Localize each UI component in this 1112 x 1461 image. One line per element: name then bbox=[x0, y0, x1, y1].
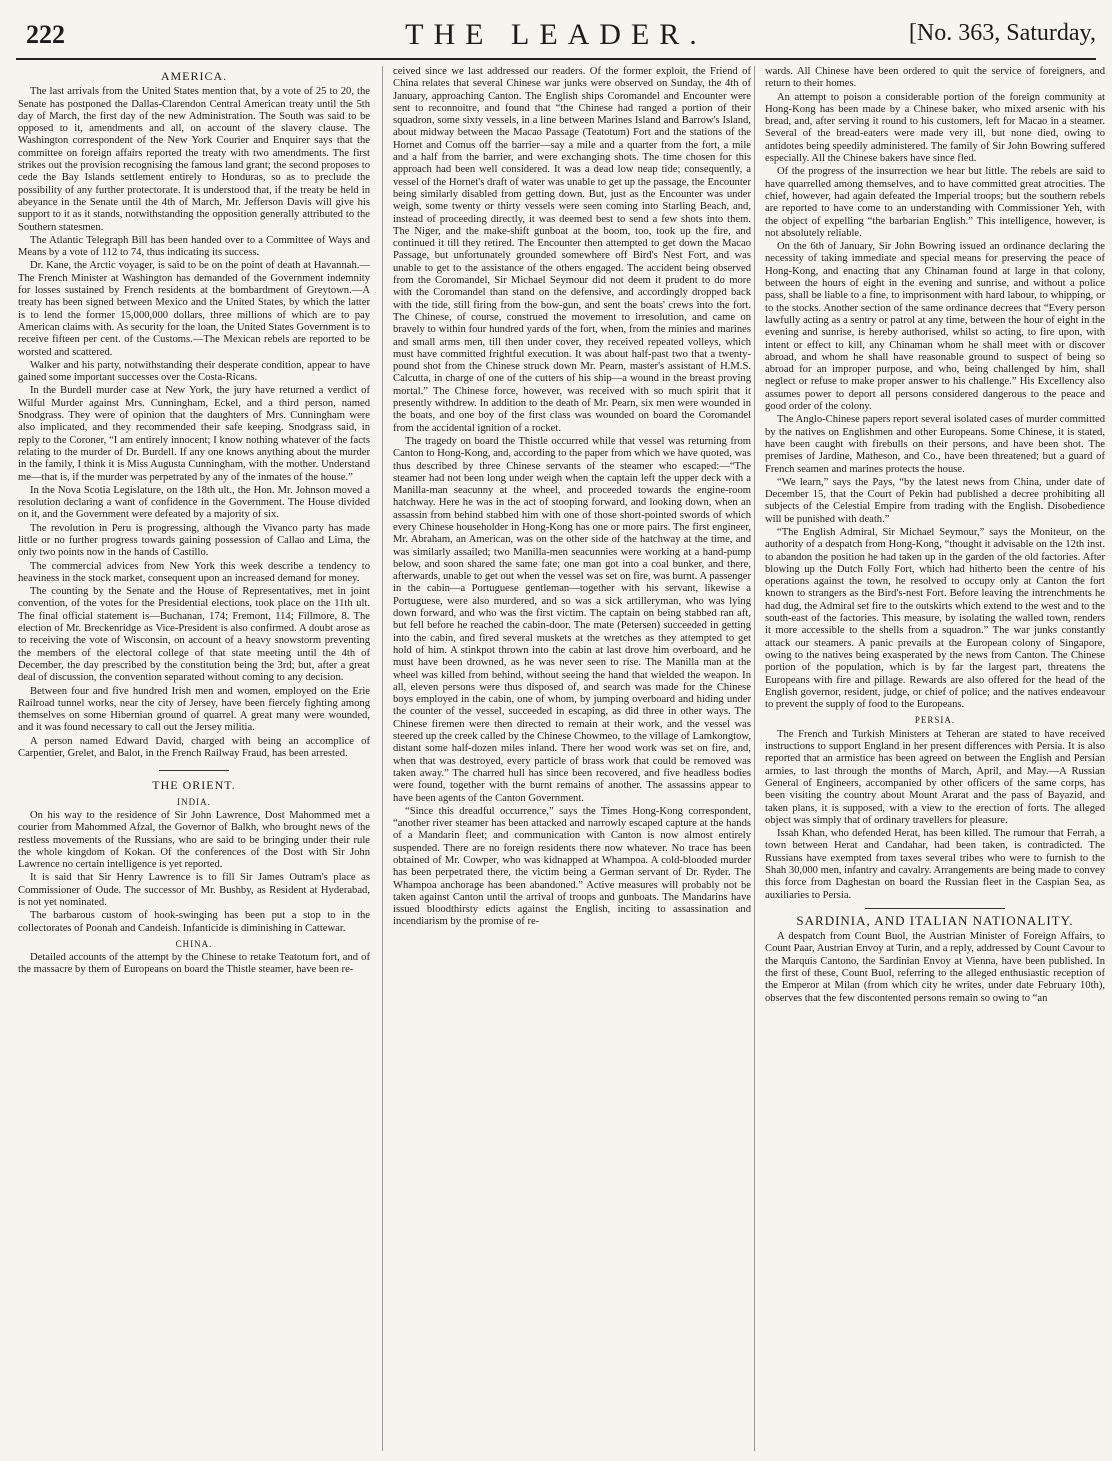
paragraph: “We learn,” says the Pays, “by the latest news from China, under date of December 15, that the Court of Pekin had published a decree prohibiting all subjects of the Celestial Empire from trading with the English. Disobedience will be punished with death.” bbox=[765, 476, 1105, 525]
page-number: 222 bbox=[26, 20, 65, 49]
paragraph: wards. All Chinese have been ordered to quit the service of foreigners, and return to their homes. bbox=[765, 66, 1105, 90]
paragraph: It is said that Sir Henry Lawrence is to fill Sir James Outram's place as Commissioner of Oude. The successor of Mr. Bushby, as Resident at Hyderabad, is not yet nominated. bbox=[18, 872, 370, 908]
issue-line: [No. 363, Saturday, bbox=[908, 20, 1096, 46]
paragraph: Detailed accounts of the attempt by the Chinese to retake Teatotum fort, and of the massacre by them of Europeans on board the Thistle steamer, have been re- bbox=[18, 952, 370, 976]
paragraph: The counting by the Senate and the House of Representatives, met in joint convention, of the votes for the Presidential elections, took place on the 11th ult. The final official statement is—Buchanan, 174; Fremont, 114; Fillmore, 8. The election of Mr. Breckenridge as Vice-President is also confirmed. A doubt arose as to receiving the vote of Wisconsin, on account of a heavy snowstorm preventing the members of the electoral college of that state meeting until the 4th of December, the day prescribed by the constitution being the 3rd; but, after a great deal of discussion, the convention separated without coming to any decision. bbox=[18, 586, 370, 684]
paragraph: The French and Turkish Ministers at Teheran are stated to have received instructions to support England in her present differences with Persia. It is also reported that an armistice has been agreed on between the English and Persian armies, to last through the months of March, April, and May.—A Russian General of Engineers, accompanied by other officers of the same corps, has been visiting the country about Mount Ararat and the pass of Bayazid, and taken plans, it is supposed, with a view to the erection of forts. The alleged object was simply that of ordinary travellers for pleasure. bbox=[765, 728, 1105, 826]
paragraph: On his way to the residence of Sir John Lawrence, Dost Mahommed met a courier from Mahommed Afzal, the Governor of Balkh, who brought news of the restless movements of the Russians, who are said to be bringing under their rule the whole kingdom of Kokan. Of the conferences of the Dost with Sir John Lawrence no certain intelligence is yet reported. bbox=[18, 809, 370, 871]
subsection-title-india: INDIA. bbox=[177, 796, 211, 807]
paragraph: The Atlantic Telegraph Bill has been handed over to a Committee of Ways and Means by a vote of 112 to 74, thus indicating its success. bbox=[18, 234, 370, 259]
column-2 bbox=[382, 66, 751, 1451]
paragraph: Between four and five hundred Irish men and women, employed on the Erie Railroad tunnel works, near the city of Jersey, have been fiercely fighting among themselves on some Hibernian ground of quarrel. A great many were wounded, and it was found necessary to call out the Jersey militia. bbox=[18, 685, 370, 734]
paragraph: In the Burdell murder case at New York, the jury have returned a verdict of Wilful Murder against Mrs. Cunningham, Eckel, and a third person, named Snodgrass. They were of opinion that the daughters of Mrs. Cunningham were also implicated, and they recommended their safe keeping. Snodgrass said, in reply to the Coroner, “I am entirely innocent; I know nothing whatever of the facts relating to the murder of Dr. Burdell. If any one knows anything about the murder in the family, I think it is Miss Augusta Cunningham, with the mother. Understand me—that is, if the murder was perpetrated by any of the inmates of the house.” bbox=[18, 385, 370, 483]
paragraph: The commercial advices from New York this week describe a tendency to heaviness in the stock market, consequent upon an increased demand for money. bbox=[18, 560, 370, 584]
paragraph: “The English Admiral, Sir Michael Seymour,” says the Moniteur, on the authority of a despatch from Hong-Kong, “thought it advisable on the 12th inst. to abandon the position he had taken up in the garden of the old factories. After blowing up the Dutch Folly Fort, which had hitherto been the centre of his operations against the town, he resolved to occupy only at Canton the fort known to strangers as the Bird's-nest Fort. Before leaving the intrenchments he had dug, the Admiral set fire to the outskirts which extend to the west and to the south-east of the factories. This measure, by isolating the walled town, renders it more accessible to the shells from a squadron.” The war junks constantly attack our steamers. A panic prevails at the European colony of Singapore, owing to the natives being exasperated by the news from Canton. The Chinese portion of the population, which is by far the largest part, threatens the Europeans with fire and pillage. Rewards are also offered for the head of the English governor, resident, judge, or chief of police; and the natives endeavour to prevent the supply of food to the Europeans. bbox=[765, 526, 1105, 711]
page-header bbox=[16, 18, 1096, 60]
column-1 bbox=[18, 66, 370, 1451]
divider bbox=[159, 770, 229, 771]
paragraph: In the Nova Scotia Legislature, on the 18th ult., the Hon. Mr. Johnson moved a resolution declaring a want of confidence in the Government. The House divided on it, and the Government were defeated by a majority of six. bbox=[18, 484, 370, 521]
paragraph: The Anglo-Chinese papers report several isolated cases of murder committed by the natives on Englishmen and other Europeans. Some Chinese, it is stated, have been caught with firebulls on their persons, and have been shot. The premises of Jardine, Matheson, and Co., have been threatened; but a guard of French seamen and marines protects the house. bbox=[765, 414, 1105, 475]
paragraph: ceived since we last addressed our readers. Of the former exploit, the Friend of China relates that several Chinese war junks were observed on Sunday, the 4th of January, approaching Canton. The English ships Coromandel and Encounter were sent to reconnoitre, and found that “the Chinese had ranged a portion of their squadron, some sixty vessels, in a line between Marines Island and Barrow's Island, about midway between the Macao Passage (Teatotum) Fort and the stations of the Hornet and Comus off the barrier—say a mile and a quarter from the fort, a mile and a half from the barrier, and were exchanging shots. The time chosen for this approach had been well considered. It was a dead low neap tide; consequently, a vessel of the Hornet's draft of water was unable to get up the passage, the Encounter being similarly disabled from getting down. But, just as the Encounter was under weigh, some twenty or thirty vessels were seen coming into Starling Beach, and, instead of proceeding directly, it was deemed best to send a few shots into them. The Niger, and the make-shift gunboat at the boom, too, took up the fire, and continued it till they retired. The Encounter then attempted to get down the Macao Passage, but unfortunately grounded somewhere off Bird's Nest Fort, and was unable to get to the assistance of the others engaged. The accident being observed from the Coromandel, Sir Michael Seymour did not deem it prudent to do more with the Coromandel than stand on the defensive, and accordingly dropped back with the tide, still firing from the bow-gun, and sent the boats' crews into the fort. The Chinese, of course, construed the movement to irresolution, and came on bravely to within four hundred yards of the fort, when, from the minies and marines and small arms men, till then under cover, they received repeated volleys, which must have committed frightful execution. It was about half-past two that a twenty-pound shot from the Chinese struck down Mr. Pearn, master's assistant of H.M.S. Calcutta, in charge of one of the cutters of his ship—a wound in the breast proving mortal.” The Chinese force, however, was received with so much spirit that it presently withdrew. In addition to the death of Mr. Pearn, six men were wounded in the boats, and one boy of the first class was wounded on board the Coromandel from the accidental ignition of a rocket. bbox=[393, 66, 751, 434]
paragraph: A person named Edward David, charged with being an accomplice of Carpentier, Grelet, and Balot, in the French Railway Fraud, has been arrested. bbox=[18, 735, 370, 760]
section-title-america: AMERICA. bbox=[160, 69, 228, 83]
subsection-title-persia: PERSIA. bbox=[914, 715, 956, 726]
paragraph: “Since this dreadful occurrence,” says the Times Hong-Kong correspondent, “another river steamer has been attacked and narrowly escaped capture at the hands of a Mandarin fleet; and communication with Canton is now almost entirely suspended. There are no foreign residents there now whatever. No trace has been obtained of Mr. Cowper, who was kidnapped at Whampoa. A cold-blooded murder has been perpetrated there, the victim being a German servant of Dr. Ryder. The Whampoa anchorage has been abandoned.” Active measures will probably not be taken against Canton until the arrival of troops and gunboats. The Mandarins have issued bloodthirsty edicts against the English, inciting to assassination and incendiarism by the promise of re- bbox=[393, 805, 751, 928]
paragraph: An attempt to poison a considerable portion of the foreign community at Hong-Kong has been made by a Chinese baker, who mixed arsenic with his bread, and, after serving it round to his customers, left for Macao in a steamer. Several of the bread-eaters were made very ill, but none died, owing to antidotes being speedily administered. The family of Sir John Bowring suffered especially. All the Chinese bakers have since fled. bbox=[765, 91, 1105, 165]
paragraph: The barbarous custom of hook-swinging has been put a stop to in the collectorates of Poonah and Candeish. Infanticide is diminishing in Cattewar. bbox=[18, 910, 370, 934]
paragraph: Dr. Kane, the Arctic voyager, is said to be on the point of death at Havannah.—The French Minister at Washington has demanded of the Government indemnity for losses sustained by French residents at the bombardment of Greytown.—A treaty has been signed between Mexico and the United States, by which the latter is to lend the former 15,000,000 dollars, three millions of which are to pay American claims with. As security for the loan, the United States Government is to receive fifteen per cent. of the Customs.—The Mexican rebels are reported to be worsted and scattered. bbox=[18, 260, 370, 358]
section-title-sardinia: SARDINIA, AND ITALIAN NATIONALITY. bbox=[796, 912, 1074, 928]
paragraph: Of the progress of the insurrection we hear but little. The rebels are said to have quarrelled among themselves, and to have committed great atrocities. The chief, however, had again defeated the Imperial troops; but the southern rebels are reported to have come to an understanding with Commissioner Yeh, with the object of expelling “the barbarian English.” This intelligence, however, is not absolutely reliable. bbox=[765, 166, 1105, 239]
paragraph: Walker and his party, notwithstanding their desperate condition, appear to have gained some important successes over the Costa-Ricans. bbox=[18, 359, 370, 384]
paragraph: The last arrivals from the United States mention that, by a vote of 25 to 20, the Senate has postponed the Dallas-Clarendon Central American treaty until the 5th day of March, the first day of the new Administration. The South was said to be opposed to it, amendments and all, on account of the slavery clause. The Washington correspondent of the New York Courier and Enquirer says that the committee on foreign affairs reported the treaty with two amendments. The first strikes out the provision recognising the famous land grant; the second proposes to cede the Bay Islands settlement entirely to Honduras, so as to preclude the possibility of any further protectorate. It is understood that, if the treaty be held in abeyance in the Senate until the 4th of March, Mr. Jefferson Davis will give his support to it as it stands, notwithstanding the opposition generally attributed to the Southern statesmen. bbox=[18, 86, 370, 233]
paragraph: Issah Khan, who defended Herat, has been killed. The rumour that Ferrah, a town between Herat and Candahar, had been taken, is contradicted. The Russians have exempted from taxes several tribes who were to furnish to the Shah 30,000 men, infantry and cavalry. Arrangements are being made to convey this force from Daghestan on board the Russian fleet in the Caspian Sea, as auxiliaries to Persia. bbox=[765, 828, 1105, 901]
divider bbox=[865, 908, 1005, 909]
paragraph: The tragedy on board the Thistle occurred while that vessel was returning from Canton to Hong-Kong, and, according to the paper from which we have quoted, was thus described by three Chinese servants of the steamer who escaped:—“The steamer had not been long under weigh when the captain left the upper deck with a Manilla-man seacunny at the wheel, and proceeded towards the engine-room hatchway. Here he was in the act of stooping forward, and looking down, when an assassin from behind stabbed him with one of those short-pointed swords of which every Chinese householder in Hong-Kong has one or more pairs. The first engineer, Mr. Abraham, an American, was on the other side of the hatchway at the time, and was similarly assailed; two Manilla-men seacunnies were working at a hand-pump below, and soon shared the same fate; one man got into a coal bunker, and there, afterwards, unable to get out when the vessel was set on fire, was burnt. A passenger in the cabin—a Portuguese gentleman—together with his servant, likewise a Portuguese, were also murdered, and so was a sick artilleryman, who was lying down forward, and who was the first victim. The captain on being stabbed ran aft, but fell before he reached the cabin-door. The mate (Petersen) succeeded in getting into the cabin, and fired several muskets at the wretches as they attempted to get hold of him. A stinkpot thrown into the cabin at last drove him overboard, and he must have been drowned, as he was never seen to rise. The Manilla man at the wheel was killed from behind, without seeing the hand that wielded the weapon. In all, eleven persons were thus disposed of, and search was made for the Chinese boys employed in the cabin, one of whom, by jumping overboard and hiding under the counter of the vessel, succeeded in escaping, as did three in other ways. The Chinese firemen were then directed to remain at their work, and the vessel was steered up the creek called by the Chinese Chowmeo, to the village of Lamkongtow, distant some half-dozen miles inland. There her wood work was set on fire, and, when that was destroyed, every particle of brass work that could be removed was taken away.” The charred hull has since been recovered, and five headless bodies were found, together with the burnt remains of another. The assassins appear to have been agents of the Canton Government. bbox=[393, 435, 751, 804]
column-3 bbox=[754, 66, 1105, 1451]
paragraph: A despatch from Count Buol, the Austrian Minister of Foreign Affairs, to Count Paar, Austrian Envoy at Turin, and a reply, addressed by Count Cavour to the Marquis Cantono, the Sardinian Envoy at Vienna, have been published. In the first of these, Count Buol, referring to the alleged enthusiastic reception of the Emperor at Milan (from which city he writes, under date February 10th), observes that the few discontented persons remain so owing to “an bbox=[765, 931, 1105, 1004]
paragraph: On the 6th of January, Sir John Bowring issued an ordinance declaring the necessity of taking immediate and special means for preserving the peace of Hong-Kong, and enacting that any Chinaman found at large in that colony, between the hours of eight in the evening and sunrise, and without a police pass, shall be liable to a fine, to imprisonment with hard labour, to whipping, or to the stocks. Another section of the same ordinance decrees that “Every person lawfully acting as a sentry or patrol at any time, between the hour of eight in the evening and sunrise, is hereby authorised, whilst so acting, to fire upon, with intent or effect to kill, any Chinaman whom he shall meet with or discover abroad, and whom he shall have reasonable ground to suspect of being so abroad for an improper purpose, and who, being challenged by him, shall neglect or refuse to make proper answer to his challenge.” His Excellency also assumes power to deport all persons considered dangerous to the peace and good order of the colony. bbox=[765, 241, 1105, 413]
section-title-orient: THE ORIENT. bbox=[152, 778, 236, 793]
paragraph: The revolution in Peru is progressing, although the Vivanco party has made little or no further progress towards gaining possession of Callao and Lima, the only two points now in the hands of Castillo. bbox=[18, 522, 370, 559]
subsection-title-china: CHINA. bbox=[175, 938, 213, 949]
masthead: THE LEADER. bbox=[405, 18, 707, 51]
